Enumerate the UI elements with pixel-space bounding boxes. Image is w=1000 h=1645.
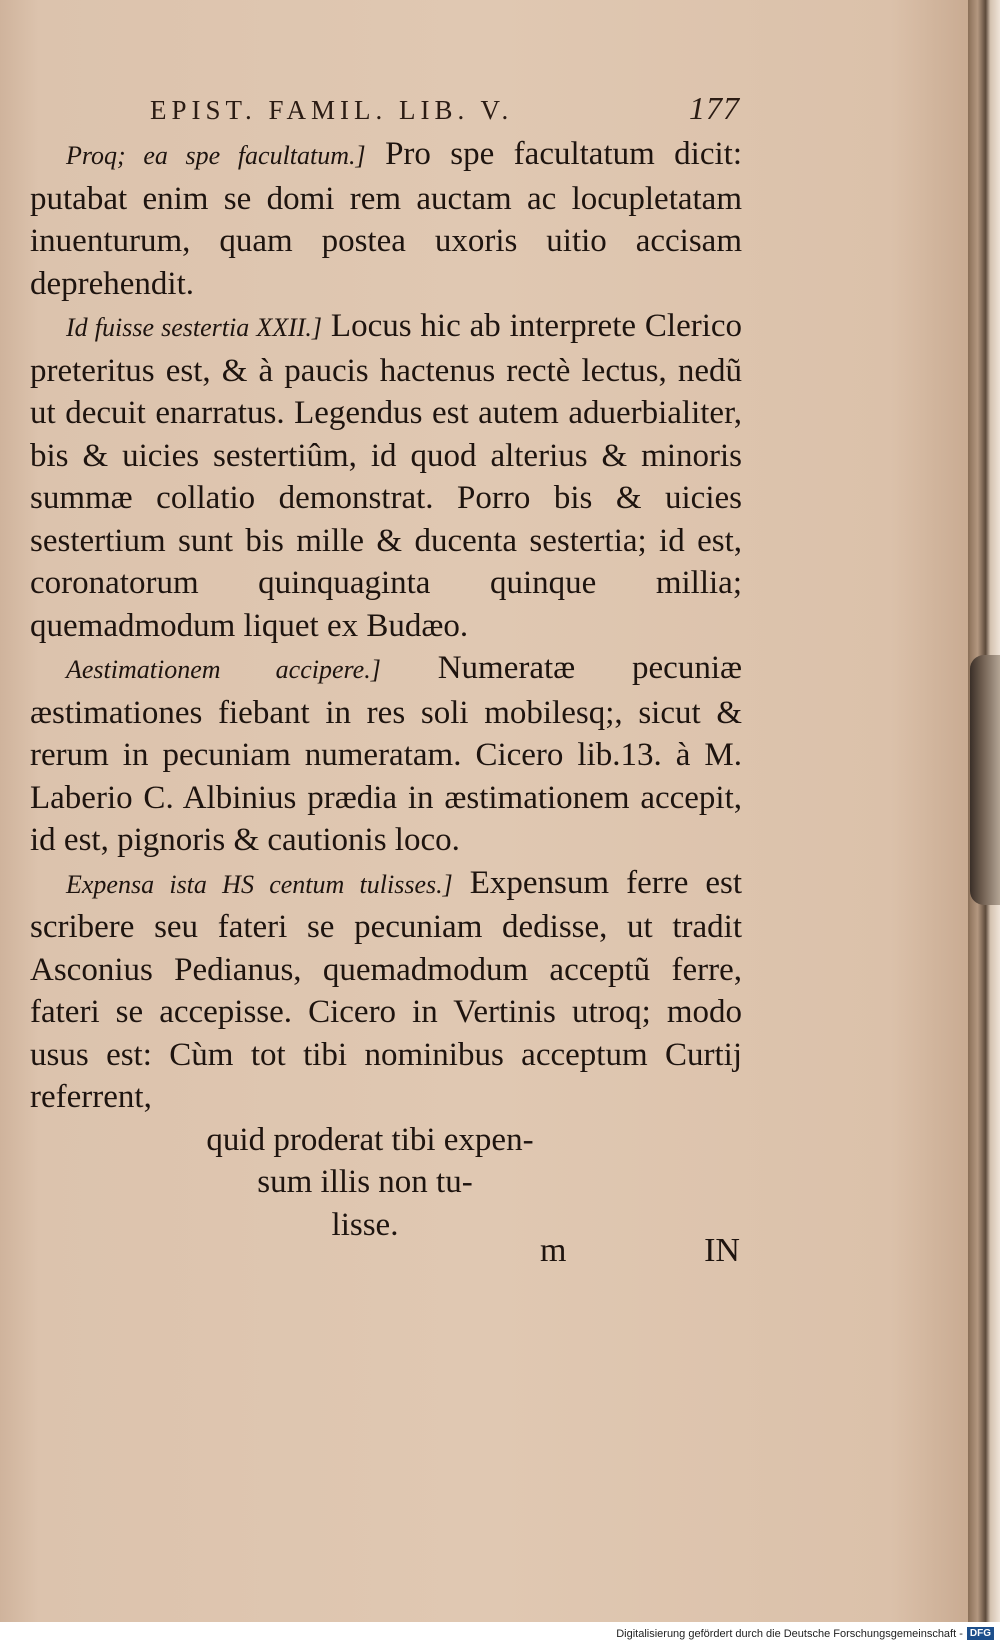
- signature-mark: m: [540, 1232, 567, 1269]
- paragraph: [30, 647, 742, 862]
- lemma: Expensa ista HS centum tulisses.]: [66, 869, 453, 899]
- body-text: [30, 133, 742, 1246]
- paragraph-text: Pro spe facultatum dicit: putabat enim se domi rem auctam ac locupletatam inuenturum, quam postea uxoris uitio accisam deprehendit.: [30, 136, 742, 302]
- paragraph-text: Numeratæ pecuniæ æstimationes fiebant in res soli mobilesq;, sicut & rerum in pecuniam numeratam. Cicero lib.13. à M. Laberio C. Albinius prædia in æstimationem accepit, id est, pignoris & cautionis loco.: [30, 650, 742, 858]
- footer-credit: Digitalisierung gefördert durch die Deutsche Forschungsgemeinschaft -: [616, 1627, 963, 1640]
- catchword: IN: [704, 1232, 740, 1269]
- closing-line: sum illis non tu-: [257, 1164, 473, 1200]
- lemma: Proq; ea spe facultatum.]: [66, 141, 366, 170]
- lemma: Aestimationem accipere.]: [66, 655, 381, 684]
- closing-line: quid proderat tibi expen-: [206, 1121, 534, 1158]
- paragraph: [30, 133, 742, 305]
- running-title: EPIST. FAMIL. LIB. V.: [150, 95, 514, 125]
- folio-number: 177: [689, 90, 740, 126]
- footer-bar: [0, 1622, 1000, 1645]
- paragraph-text: Locus hic ab interprete Clerico preteritus est, & à paucis hactenus rectè lectus, nedũ ut decuit enarratus. Legendus est autem aduerbialiter, bis & uicies sestertiûm, id quod alterius & minoris summæ collatio demonstrat. Porro bis & uicies sestertium sunt bis mille & ducenta sestertia; id est, coronatorum quinquaginta quinque millia; quemadmodum liquet ex Budæo.: [30, 308, 743, 644]
- paragraph-text: Expensum ferre est scribere seu fateri se pecuniam dedisse, ut tradit Asconius Pedianus, quemadmodum acceptũ ferre, fateri se accepisse. Cicero in Vertinis utroq; modo usus est: Cùm tot tibi nominibus acceptum Curtij referrent,: [30, 864, 743, 1115]
- lemma: Id fuisse sestertia XXII.]: [66, 313, 323, 342]
- paragraph: [30, 862, 742, 1119]
- page-clip: [970, 655, 1000, 905]
- closing-line: lisse.: [331, 1206, 399, 1243]
- paragraph: [30, 305, 742, 647]
- running-header: [150, 90, 740, 127]
- catchword-line: [540, 1232, 740, 1270]
- dfg-logo: DFG: [967, 1627, 994, 1640]
